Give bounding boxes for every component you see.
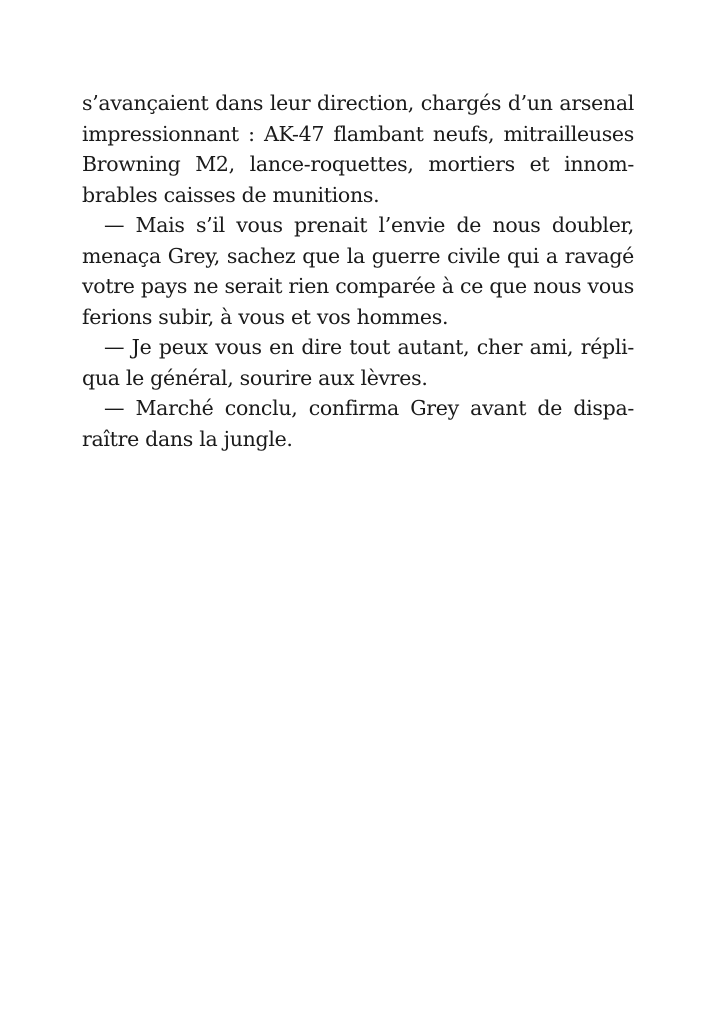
- text-line: s’avançaient dans leur direction, chargés d’un arsenal: [82, 91, 634, 115]
- body-text: [82, 88, 634, 454]
- text-line: Browning M2, lance-roquettes, mortiers et innom-: [82, 152, 634, 176]
- text-line: — Mais s’il vous prenait l’envie de nous doubler,: [104, 213, 634, 237]
- text-line: — Je peux vous en dire tout autant, cher ami, répli-: [104, 335, 634, 359]
- text-line: — Marché conclu, confirma Grey avant de dispa-: [104, 396, 634, 420]
- text-line: menaça Grey, sachez que la guerre civile qui a ravagé: [82, 243, 634, 268]
- text-line: votre pays ne serait rien comparée à ce que nous vous: [82, 274, 634, 298]
- text-line: qua le général, sourire aux lèvres.: [82, 365, 428, 390]
- text-line: raître dans la jungle.: [82, 426, 293, 451]
- text-line: brables caisses de munitions.: [82, 182, 380, 207]
- text-line: impressionnant : AK-47 flambant neufs, mitrailleuses: [82, 121, 634, 146]
- text-line: ferions subir, à vous et vos hommes.: [82, 304, 449, 329]
